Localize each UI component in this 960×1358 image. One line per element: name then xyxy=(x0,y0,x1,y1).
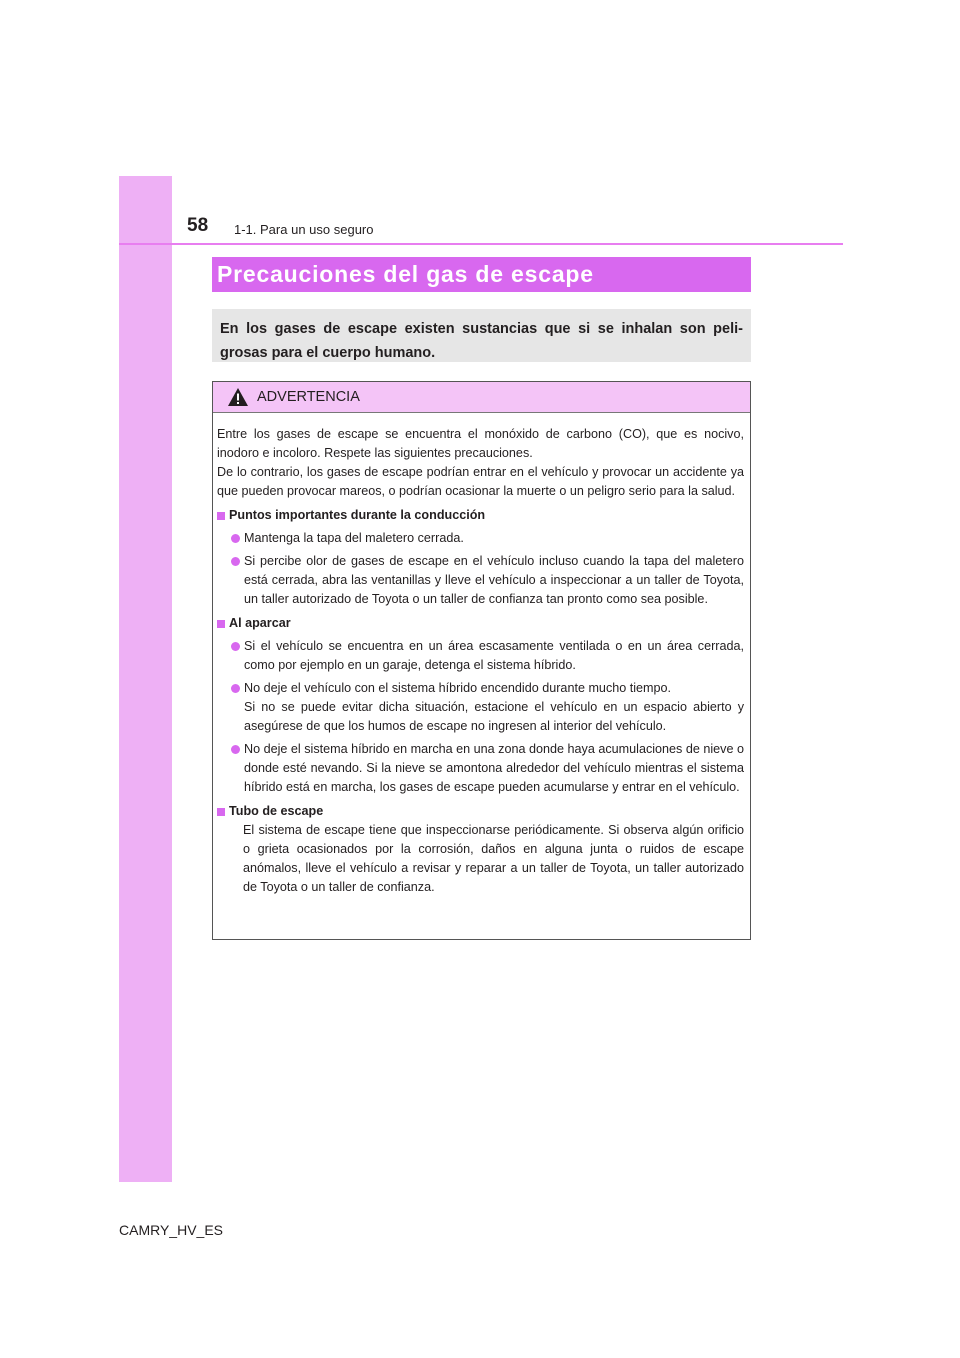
intro-text: En los gases de escape existen sustancias que si se inhalan son peligrosas para el cuerpo humano. xyxy=(220,321,743,361)
warning-intro-2: De lo contrario, los gases de escape podrían entrar en el vehículo y provocar un accidente ya que pueden provocar mareos, o podrían ocasionar la muerte o un peligro serio para la salud. xyxy=(217,465,744,498)
footer-code: CAMRY_HV_ES xyxy=(119,1222,224,1238)
list-item-text: No deje el sistema híbrido en marcha en una zona donde haya acumulaciones de nieve o donde esté nevando. Si la nieve se amontona alrededor del vehículo mientras el sistema híbrido está en marcha, los gases de escape pueden acumularse y entrar en el vehículo. xyxy=(244,742,744,794)
warning-body xyxy=(213,413,750,897)
warning-header xyxy=(213,382,750,413)
warning-box xyxy=(212,381,751,940)
header-rule xyxy=(119,243,843,245)
section-heading-text: Puntos importantes durante la conducción xyxy=(229,508,486,522)
list-item-text: Si el vehículo se encuentra en un área escasamente ventilada o en un área cerrada, como por ejemplo en un garaje, detenga el sistema híbrido. xyxy=(244,639,744,672)
list-item-text: Mantenga la tapa del maletero cerrada. xyxy=(244,531,464,545)
section-label: 1-1. Para un uso seguro xyxy=(234,222,374,237)
list-item xyxy=(217,740,744,797)
list-item xyxy=(217,529,744,548)
warning-triangle-icon xyxy=(227,387,249,407)
circle-bullet-icon xyxy=(231,534,240,543)
list-item xyxy=(217,552,744,609)
section-heading xyxy=(217,614,744,633)
warning-label: ADVERTENCIA xyxy=(257,389,360,405)
section-heading-text: Al aparcar xyxy=(229,616,291,630)
section-heading xyxy=(217,506,744,525)
list-item-text xyxy=(244,679,744,736)
page-title: Precauciones del gas de escape xyxy=(212,257,751,292)
square-bullet-icon xyxy=(217,808,225,816)
sidebar-tab xyxy=(119,176,172,1182)
list-item-text: Si percibe olor de gases de escape en el vehículo incluso cuando la tapa del maletero está cerrada, abra las ventanillas y lleve el vehículo a inspeccionar a un taller de Toyota, un taller autorizado de Toyota o un taller de confianza tan pronto como sea posible. xyxy=(244,554,744,606)
section-heading xyxy=(217,802,744,821)
list-item xyxy=(217,637,744,675)
circle-bullet-icon xyxy=(231,684,240,693)
square-bullet-icon xyxy=(217,620,225,628)
list-item xyxy=(217,679,744,736)
warning-intro: Entre los gases de escape se encuentra el monóxido de carbono (CO), que es nocivo, inodoro e incoloro. Respete las siguientes precauciones. xyxy=(217,427,744,460)
list-item-continuation: Si no se puede evitar dicha situación, estacione el vehículo en un espacio abierto y asegúrese de que los humos de escape no ingresen al interior del vehículo. xyxy=(244,700,744,733)
circle-bullet-icon xyxy=(231,642,240,651)
intro-box xyxy=(212,309,751,362)
section-paragraph: El sistema de escape tiene que inspeccionarse periódicamente. Si observa algún orificio o grieta ocasionados por la corrosión, daños en alguna junta o ruidos de escape anómalos, lleve el vehículo a revisar y reparar a un taller de Toyota, un taller autorizado de Toyota o un taller de confianza. xyxy=(243,823,744,894)
list-item-line: No deje el vehículo con el sistema híbrido encendido durante mucho tiempo. xyxy=(244,681,672,695)
circle-bullet-icon xyxy=(231,557,240,566)
page-number: 58 xyxy=(187,215,209,236)
square-bullet-icon xyxy=(217,512,225,520)
section-heading-text: Tubo de escape xyxy=(229,804,324,818)
circle-bullet-icon xyxy=(231,745,240,754)
